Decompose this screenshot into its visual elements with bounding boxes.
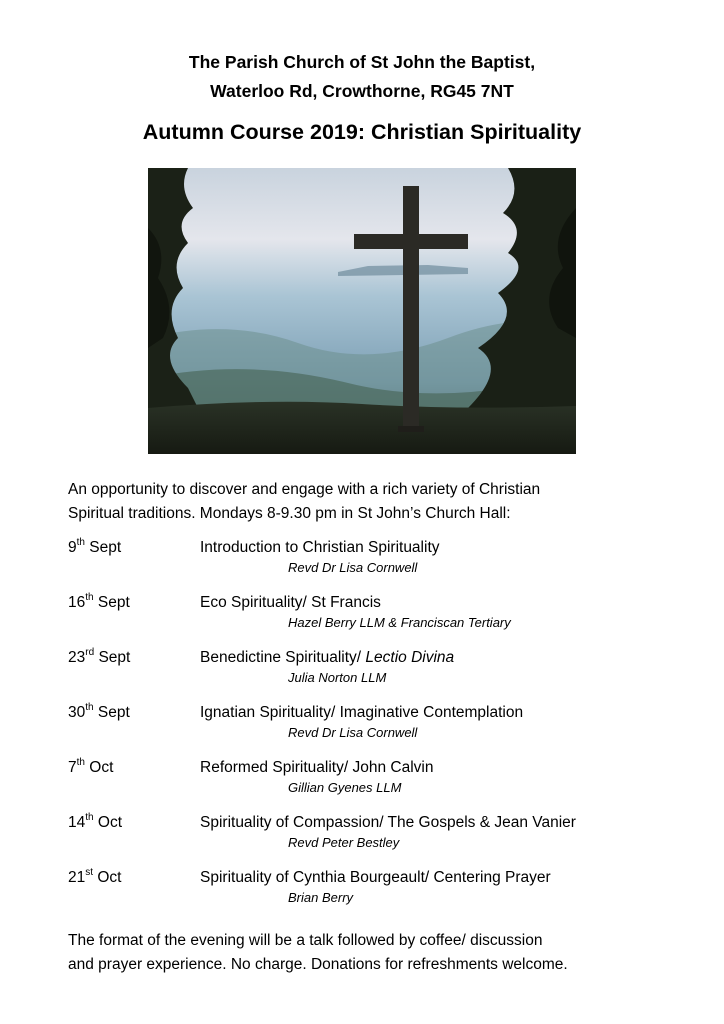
session-speaker: Gillian Gyenes LLM xyxy=(288,780,402,795)
footer-text xyxy=(68,929,668,977)
cross-on-hillside-icon xyxy=(148,168,576,454)
session-date: 21st Oct xyxy=(68,866,122,886)
session-topic: Introduction to Christian Spirituality xyxy=(200,539,440,556)
session-topic: Ignatian Spirituality/ Imaginative Contemplation xyxy=(200,704,524,721)
session-row xyxy=(68,867,668,922)
session-schedule xyxy=(68,537,668,922)
footer-line-1: The format of the evening will be a talk followed by coffee/ discussion xyxy=(68,932,543,949)
session-row xyxy=(68,812,668,867)
session-speaker: Hazel Berry LLM & Franciscan Tertiary xyxy=(288,615,511,630)
intro-text xyxy=(68,478,668,526)
session-speaker: Revd Peter Bestley xyxy=(288,835,400,850)
session-row xyxy=(68,647,668,702)
session-date: 23rd Sept xyxy=(68,646,131,666)
intro-line-2: Spiritual traditions. Mondays 8-9.30 pm in St John’s Church Hall: xyxy=(68,505,511,522)
session-speaker: Julia Norton LLM xyxy=(288,670,387,685)
session-row xyxy=(68,702,668,757)
session-speaker: Brian Berry xyxy=(288,890,354,905)
session-row xyxy=(68,757,668,812)
session-row xyxy=(68,537,668,592)
cross-photo xyxy=(148,168,576,454)
session-topic: Spirituality of Compassion/ The Gospels & Jean Vanier xyxy=(200,814,576,831)
session-date: 9th Sept xyxy=(68,536,122,556)
session-date: 16th Sept xyxy=(68,591,130,611)
course-title: Autumn Course 2019: Christian Spirituality xyxy=(142,120,582,144)
footer-line-2: and prayer experience. No charge. Donations for refreshments welcome. xyxy=(68,956,568,973)
session-topic: Spirituality of Cynthia Bourgeault/ Centering Prayer xyxy=(200,869,551,886)
session-date: 30th Sept xyxy=(68,701,130,721)
session-date: 7th Oct xyxy=(68,756,114,776)
church-header xyxy=(0,48,724,106)
session-row xyxy=(68,592,668,647)
intro-line-1: An opportunity to discover and engage with a rich variety of Christian xyxy=(68,481,541,498)
session-speaker: Revd Dr Lisa Cornwell xyxy=(288,725,418,740)
church-address: Waterloo Rd, Crowthorne, RG45 7NT xyxy=(210,81,514,101)
session-topic: Reformed Spirituality/ John Calvin xyxy=(200,759,434,776)
session-topic: Benedictine Spirituality/ Lectio Divina xyxy=(200,649,455,666)
session-speaker: Revd Dr Lisa Cornwell xyxy=(288,560,418,575)
session-topic: Eco Spirituality/ St Francis xyxy=(200,594,381,611)
session-date: 14th Oct xyxy=(68,811,123,831)
church-name: The Parish Church of St John the Baptist, xyxy=(188,52,536,72)
